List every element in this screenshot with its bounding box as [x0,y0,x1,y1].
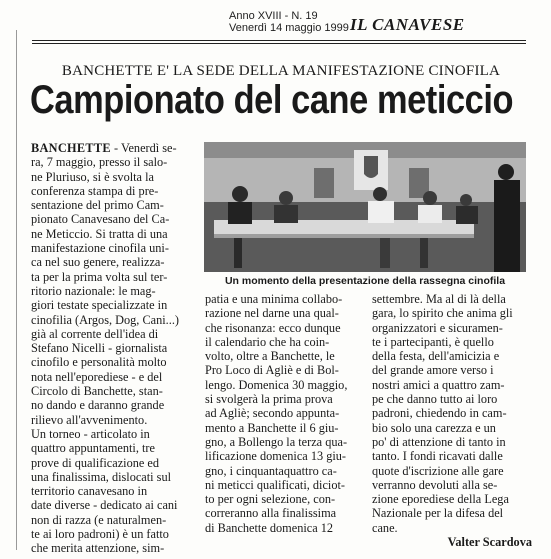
byline: Valter Scardova [447,535,532,550]
article-line: ta per la prima volta sul ter- [31,269,168,284]
article-line: una finalissima, dislocati sul [31,469,172,484]
article-line: che merita attenzione, sim- [31,541,165,556]
article-line: po' di attenzione di tanto in [372,434,506,449]
article-line: tanto. I fondi ricavati dalle [372,449,503,464]
article-line: ne Meticcio. Si tratta di una [31,226,168,241]
article-line: Nazionale per la difesa del [372,506,504,521]
article-line: Pro Loco di Agliè e di Bol- [205,363,339,378]
article-line: ritorio nazionale: le mag- [31,283,156,298]
article-line: giori testate specializzate in [31,298,168,313]
article-line: no dando e daranno grande [31,398,165,413]
article-line: te ai loro padroni) è un fatto [31,527,169,542]
article-line: di Banchette domenica 12 [205,520,334,535]
article-line: correranno alla finalissima [205,506,337,521]
article-line: verranno devoluti alla se- [372,477,498,492]
article-line: quote d'iscrizione alle gare [372,463,504,478]
article-line: rilievo all'avvenimento. [31,412,148,427]
article-line: sentazione del primo Cam- [31,198,164,213]
kicker: BANCHETTE E' LA SEDE DELLA MANIFESTAZIONE CINOFILA [61,63,501,79]
article-line: patia e una minima collabo- [205,292,343,306]
article-line: conferenza stampa di pre- [31,183,159,198]
article-line: lengo. Domenica 30 maggio, [205,377,348,392]
article-line: Circolo di Banchette, stan- [31,384,163,399]
article-line: del grande amore verso i [372,363,494,378]
article-line: volto, oltre a Banchette, le [205,349,335,364]
article-line: non di razza (e naturalmen- [31,512,167,527]
column-3-lines [372,292,532,535]
header-rule [32,40,526,41]
article-line: date diverse - dedicato ai cani [31,498,178,513]
article-line: che risonanza: ecco dunque [205,320,341,335]
article-line: bio solo una carezza e un [372,420,496,435]
article-line: te i partecipanti, è quello [372,334,494,349]
scan-edge [16,30,17,550]
article-line: gara, lo spirito che anima gli [372,306,513,321]
article-line: ne Pluriuso, si è svolta la [31,169,154,184]
article-line: quattro appuntamenti, tre [31,441,155,456]
article-line: mento a Banchette il 6 giu- [205,420,339,435]
article-line: nostri amici a quattro zam- [372,377,505,392]
article-line: to per ogni selezione, con- [205,492,336,507]
lead-text: - Venerdì se- [110,141,177,155]
article-line: cinofilia (Argos, Dog, Cani...) [31,312,179,327]
header-rule-double [32,43,526,44]
article-line: Un torneo - articolato in [31,426,150,441]
article-line: manifestazione cinofila uni- [31,241,169,256]
article-line: ni meticci qualificati, diciot- [205,477,345,492]
column-2-lines [205,292,365,535]
article-line: razione nel darne una qual- [205,306,339,321]
article-line: Stefano Nicelli - giornalista [31,341,168,356]
article-line: padroni, chiedendo in cam- [372,406,507,421]
article-line: ca nel suo genere, realizza- [31,255,165,270]
article-line: si svolgerà la prima prova [205,392,333,407]
article-line: il calendario che ha coin- [205,334,330,349]
article-column-2 [205,292,365,535]
article-line: organizzatori e sicuramen- [372,320,503,335]
article-line: ad Agliè; secondo appunta- [205,406,340,421]
article-line: territorio canavesano in [31,484,148,499]
article-column-3 [372,292,532,549]
article-line: lificazione domenica 13 giu- [205,449,347,464]
article-line: zione eporediese della Lega [372,492,509,507]
article-column-1 [31,141,199,556]
headline: Campionato del cane meticcio [30,78,514,122]
article-line: prove di qualificazione ed [31,455,160,470]
article-line: ra, 7 maggio, presso il salo- [31,155,168,170]
press-conference-photo [204,142,526,272]
article-line: gno, i cinquantaquattro ca- [205,463,337,478]
issue-date: Venerdì 14 maggio 1999 [229,22,349,34]
issue-number: Anno XVIII - N. 19 [229,10,318,22]
column-1-lines [31,155,199,555]
article-line: già al corrente dell'idea di [31,326,159,341]
article-line: settembre. Ma al di là della [372,292,506,306]
photo-caption: Un momento della presentazione della rassegna cinofila [224,275,506,287]
article-photo [204,142,526,272]
issue-info [229,10,349,34]
article-line: cinofilo e personalità molto [31,355,167,370]
article-line: pionato Canavesano del Ca- [31,212,170,227]
article-line: della festa, dell'amicizia e [372,349,500,364]
article-line: nota nell'eporediese - e del [31,369,163,384]
newspaper-name: IL CANAVESE [350,15,465,34]
lead-line [31,141,199,155]
article-line: gno, a Bollengo la terza qua- [205,434,348,449]
article-line: cane. [372,520,398,535]
dateline: BANCHETTE [31,141,111,155]
article-line: pe che danno tutto ai loro [372,392,498,407]
